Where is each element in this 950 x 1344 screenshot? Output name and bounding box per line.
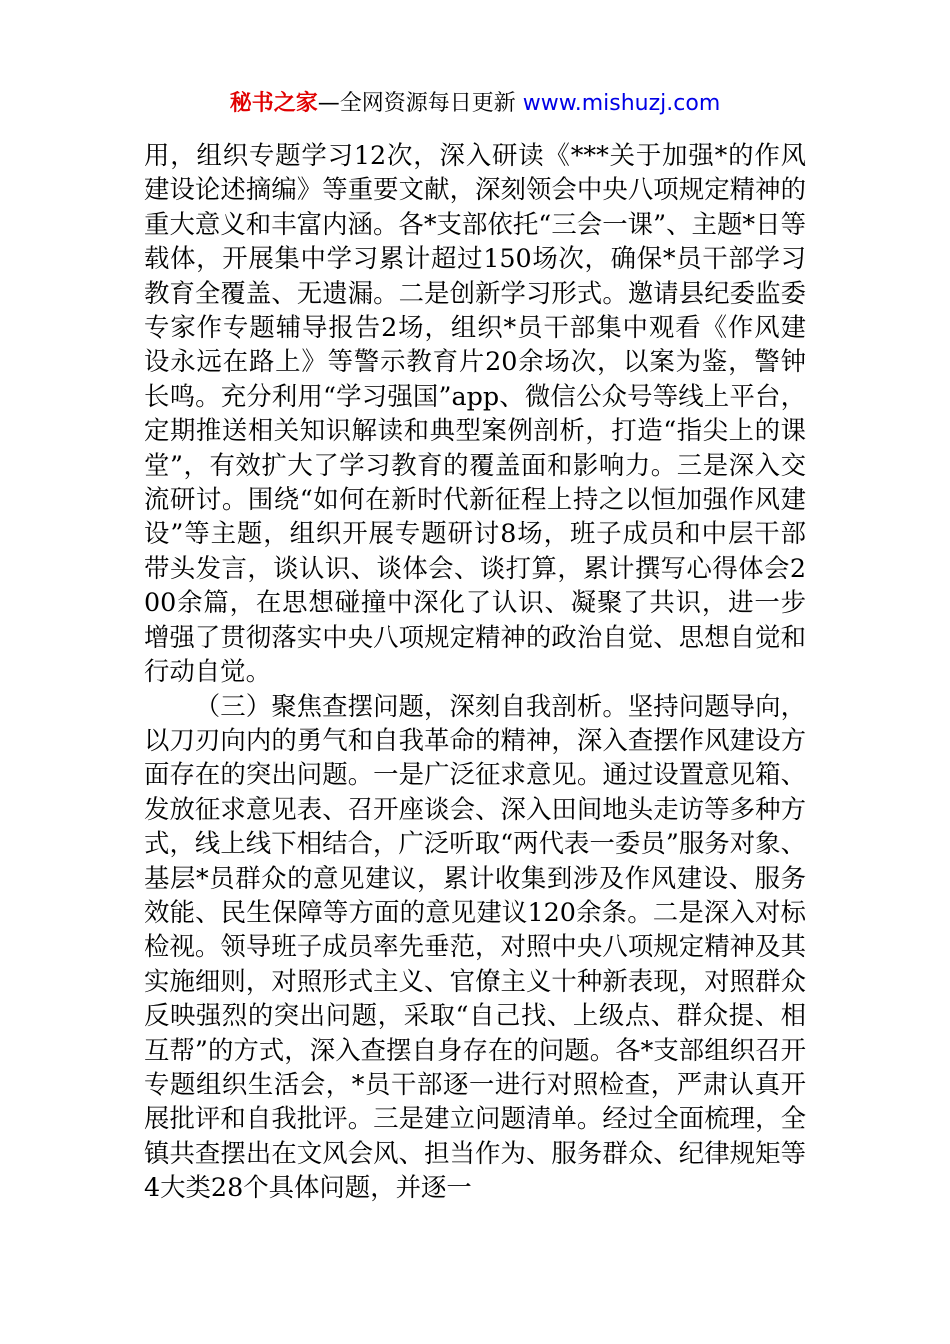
site-brand: 秘书之家 (229, 91, 318, 116)
paragraph-section-three: （三）聚焦查摆问题，深刻自我剖析。坚持问题导向，以刀刃向内的勇气和自我革命的精神，深入查摆作风建设方面存在的突出问题。一是广泛征求意见。通过设置意见箱、发放征求意见表、召开座谈会、深入田间地头走访等多种方式，线上线下相结合，广泛听取“两代表一委员”服务对象、基层*员群众的意见建议，累计收集到涉及作风建设、服务效能、民生保障等方面的意见建议120余条。二是深入对标检视。领导班子成员率先垂范，对照中央八项规定精神及其实施细则，对照形式主义、官僚主义十种新表现，对照群众反映强烈的突出问题，采取“自己找、上级点、群众提、相互帮”的方式，深入查摆自身存在的问题。各*支部组织召开专题组织生活会，*员干部逐一进行对照检查，严肃认真开展批评和自我批评。三是建立问题清单。经过全面梳理，全镇共查摆出在文风会风、担当作为、服务群众、纪律规矩等4大类28个具体问题，并逐一 (144, 690, 806, 1203)
document-body (144, 138, 806, 1205)
site-url-link[interactable]: www.mishuzj.com (522, 91, 721, 116)
site-header (0, 88, 950, 120)
site-tagline: —全网资源每日更新 (317, 91, 523, 116)
paragraph-continued: 用，组织专题学习12次，深入研读《***关于加强*的作风建设论述摘编》等重要文献，深刻领会中央八项规定精神的重大意义和丰富内涵。各*支部依托“三会一课”、主题*日等载体，开展集中学习累计超过150场次，确保*员干部学习教育全覆盖、无遗漏。二是创新学习形式。邀请县纪委监委专家作专题辅导报告2场，组织*员干部集中观看《作风建设永远在路上》等警示教育片20余场次，以案为鉴，警钟长鸣。充分利用“学习强国”app、微信公众号等线上平台，定期推送相关知识解读和典型案例剖析，打造“指尖上的课堂”，有效扩大了学习教育的覆盖面和影响力。三是深入交流研讨。围绕“如何在新时代新征程上持之以恒加强作风建设”等主题，组织开展专题研讨8场，班子成员和中层干部带头发言，谈认识、谈体会、谈打算，累计撰写心得体会200余篇，在思想碰撞中深化了认识、凝聚了共识，进一步增强了贯彻落实中央八项规定精神的政治自觉、思想自觉和行动自觉。 (144, 140, 806, 687)
